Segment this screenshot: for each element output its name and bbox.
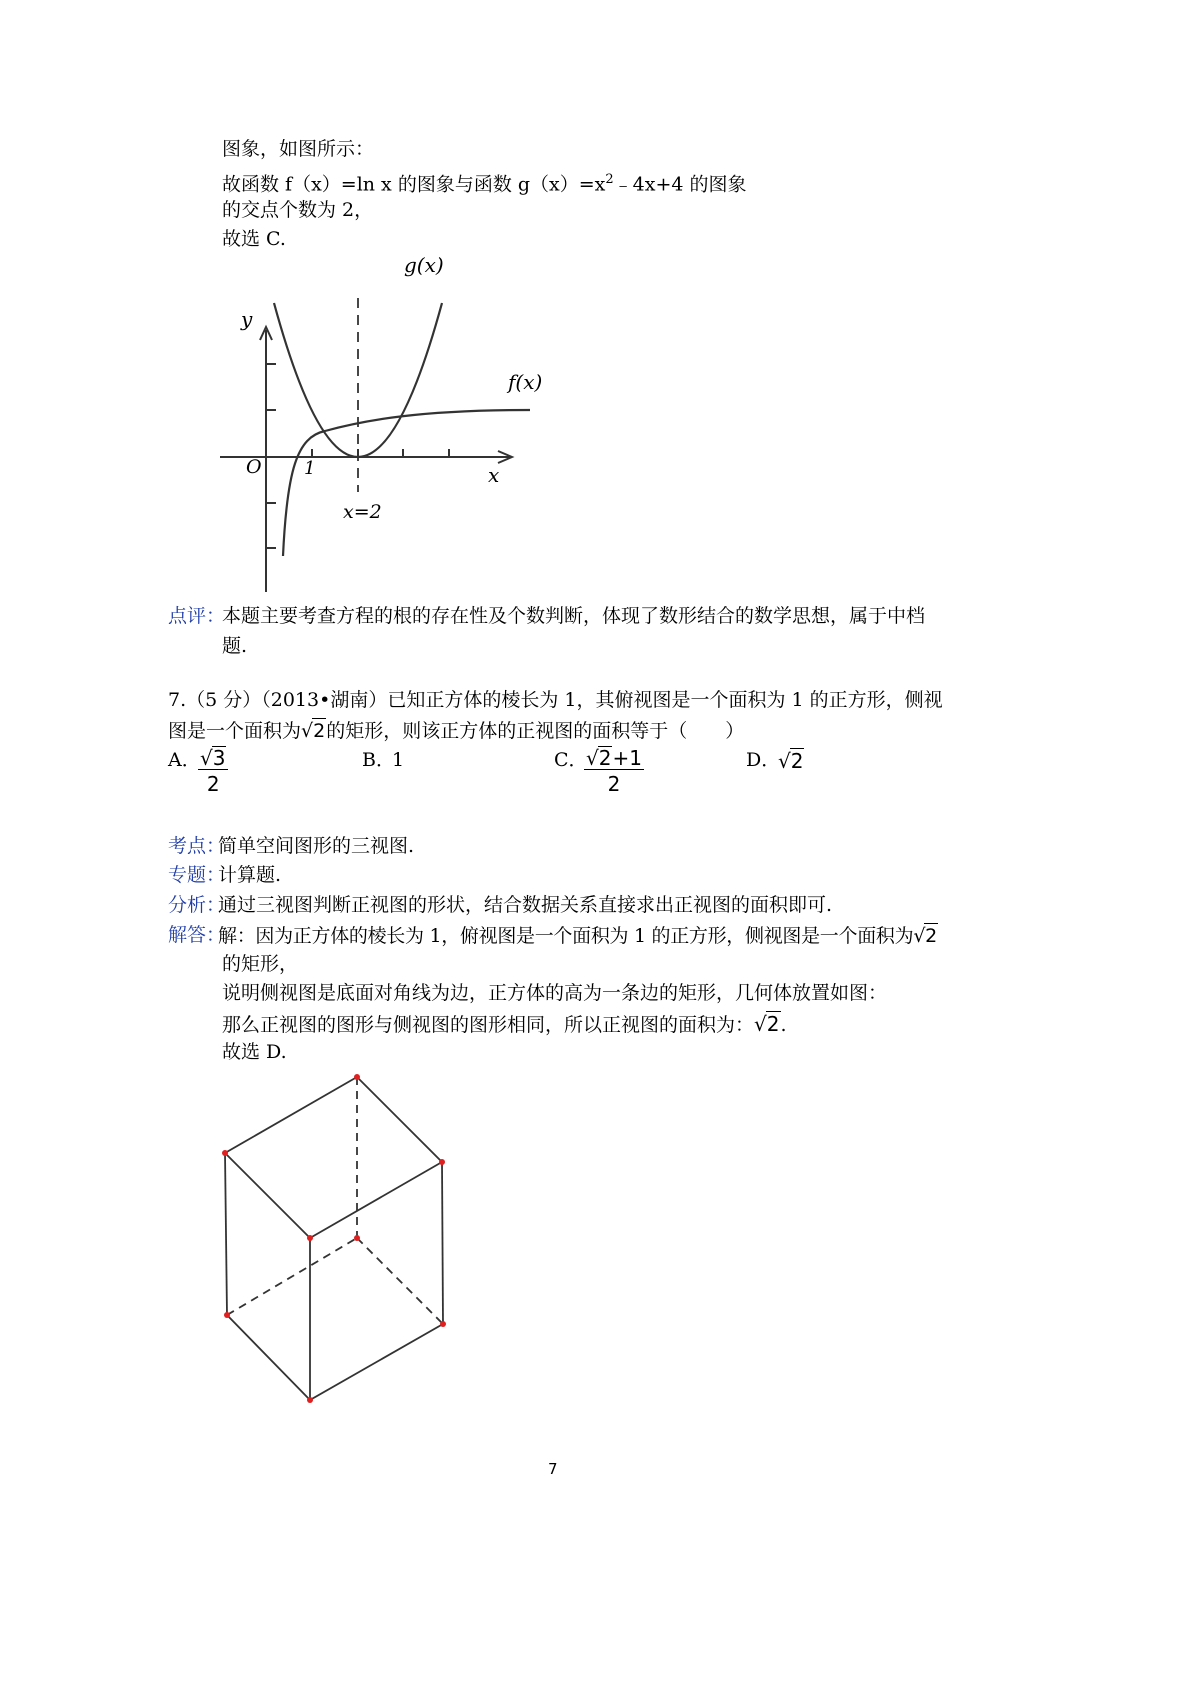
option-b-label: B． [362,749,395,771]
sqrt-icon: √ [778,749,791,773]
option-a-fraction [198,746,228,795]
option-c-fraction [584,746,644,795]
cube-vertices [222,1074,446,1403]
sqrt-icon: √ [913,925,926,947]
jieda-text: 那么正视图的图形与侧视图的图形相同，所以正视图的面积为： [222,1014,755,1036]
vline-label: x=2 [343,501,382,523]
tick-label-1: 1 [304,458,316,479]
fenxi-label: 分析： [168,894,226,916]
sqrt-icon: √ [200,746,213,770]
jieda-text: 解：因为正方体的棱长为 1，俯视图是一个面积为 1 的正方形，侧视图是一个面积为 [218,925,914,947]
page-number: 7 [548,1460,558,1478]
x-ticks [312,449,449,457]
comment-label: 点评： [168,605,226,627]
jieda-line [222,1011,787,1037]
x-label: x [488,463,500,487]
numerator-tail: +1 [612,746,642,770]
solution-line: 的交点个数为 2， [222,199,374,221]
option-b-value: 1 [392,749,405,771]
question-text: 图是一个面积为 [168,720,302,742]
kaodian-label: 考点： [168,835,226,857]
denominator: 2 [607,772,621,796]
radicand: 2 [313,720,326,742]
radicand: 2 [925,925,937,947]
f-label: f(x) [508,370,543,394]
numerator [584,746,644,770]
origin-label: O [246,456,262,478]
solution-text: ﹣4x+4 的图象 [613,173,747,196]
option-c-label: C． [554,749,588,771]
question-text: 的矩形，则该正方体的正视图的面积等于（ ） [326,720,745,742]
exponent: 2 [605,172,614,187]
option-d-value [778,748,804,773]
kaodian-text: 简单空间图形的三视图. [218,835,415,857]
radicand: 3 [212,746,226,770]
radicand: 2 [790,749,804,773]
sqrt-icon: √ [586,746,599,770]
cube-solid-edges [225,1077,443,1400]
question-line [168,718,744,743]
function-graph [0,0,1200,700]
comment-line: 题. [222,635,248,657]
sqrt-icon: √ [754,1012,767,1036]
solution-line: 图象，如图所示： [222,138,375,160]
cube-hidden-edges [227,1077,443,1324]
jieda-line: 故选 D. [222,1041,287,1063]
radicand: 2 [598,746,612,770]
solution-text: 故函数 f（x）=ln x 的图象与函数 g（x）=x [222,173,606,196]
jieda-line [218,923,938,948]
jieda-line: 说明侧视图是底面对角线为边，正方体的高为一条边的矩形，几何体放置如图： [222,982,888,1004]
g-curve [274,303,442,457]
jieda-line: 的矩形， [222,953,299,975]
solution-line: 故选 C. [222,228,286,250]
option-a-label: A． [168,749,201,771]
jieda-text: . [780,1014,787,1036]
jieda-label: 解答： [168,924,226,946]
option-d-label: D． [746,749,781,771]
zhuanti-label: 专题： [168,864,226,886]
g-label: g(x) [404,253,444,277]
fenxi-text: 通过三视图判断正视图的形状，结合数据关系直接求出正视图的面积即可. [218,894,833,916]
question-line: 7.（5 分）（2013•湖南）已知正方体的棱长为 1，其俯视图是一个面积为 1 的正方形，侧视 [168,689,943,711]
sqrt-icon: √ [301,720,314,742]
zhuanti-text: 计算题. [218,864,282,886]
denominator: 2 [206,772,220,796]
y-label: y [241,307,253,331]
cube-figure [0,1060,1200,1420]
numerator [198,746,228,770]
radicand: 2 [766,1012,780,1036]
comment-line: 本题主要考查方程的根的存在性及个数判断，体现了数形结合的数学思想，属于中档 [222,605,926,627]
